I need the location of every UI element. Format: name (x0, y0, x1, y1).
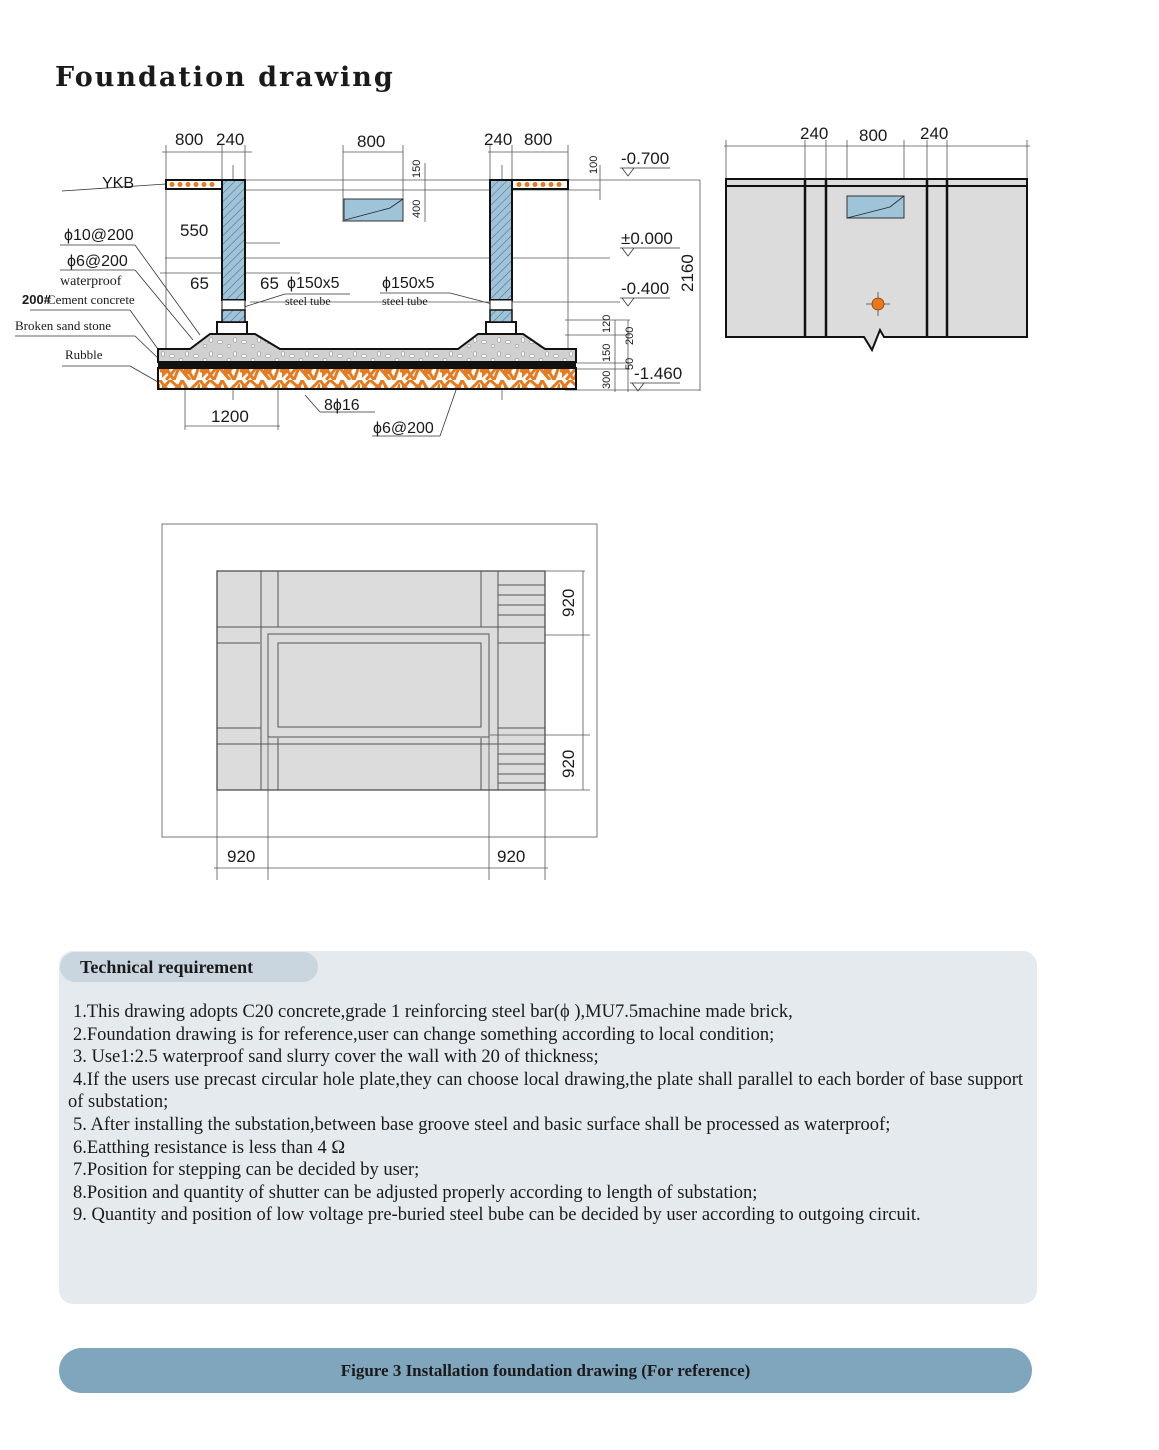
dim-2160: 2160 (678, 254, 697, 292)
label-broken-sand-stone: Broken sand stone (15, 318, 112, 333)
dim-150-top: 150 (411, 159, 423, 178)
label-rebar-6: ϕ6@200 (67, 253, 128, 270)
shutter-opening (344, 199, 403, 221)
rubble-layer (158, 368, 576, 389)
requirement-item: 2.Foundation drawing is for reference,user can change something according to local condition; (73, 1024, 775, 1045)
dim-800-left: 800 (175, 130, 204, 149)
leader-lines (15, 184, 496, 436)
brick-wall-left-lower (222, 310, 245, 322)
elevation-shutter (847, 196, 904, 218)
gravel-layer (158, 334, 576, 362)
technical-requirement-header (60, 952, 318, 982)
technical-requirement-heading: Technical requirement (80, 956, 254, 977)
elevation-minus-0400: -0.400 (621, 279, 670, 298)
dim-100: 100 (588, 155, 600, 174)
elevation-0000: ±0.000 (621, 229, 673, 248)
steel-tube-right (490, 300, 512, 310)
plan-dim-920-right: 920 (497, 847, 526, 866)
dim-400-top: 400 (411, 199, 423, 218)
dim-240-left: 240 (216, 130, 245, 149)
elev-dim-240-right: 240 (920, 124, 949, 143)
dim-50: 50 (624, 357, 636, 370)
label-rebar-10: ϕ10@200 (64, 227, 134, 244)
label-cement-concrete: Cement concrete (47, 292, 135, 307)
dim-300: 300 (601, 370, 613, 389)
dim-800-right: 800 (524, 130, 553, 149)
dim-200: 200 (624, 326, 636, 345)
figure-caption: Figure 3 Installation foundation drawing (For reference) (340, 1360, 751, 1380)
footing-cap-left (217, 322, 247, 334)
label-tube-left: ϕ150x5 (287, 275, 340, 292)
requirement-item: 8.Position and quantity of shutter can be adjusted properly according to length of substation; (73, 1182, 758, 1203)
brick-wall-right (490, 180, 512, 300)
dim-240-right: 240 (484, 130, 513, 149)
requirement-item: 9. Quantity and position of low voltage pre-buried steel bube can be decided by user according to outgoing circuit. (73, 1205, 921, 1226)
label-tube-left-sub: steel tube (285, 294, 331, 308)
brick-wall-right-lower (490, 310, 512, 322)
elevation-minus-1460: -1.460 (634, 364, 683, 383)
plan-base (217, 571, 545, 790)
label-tube-right-sub: steel tube (382, 294, 428, 308)
footing-cap-right (486, 322, 516, 334)
label-rebar-8-16: 8ϕ16 (324, 397, 360, 414)
foundation-plan-drawing (155, 515, 605, 880)
requirement-item: 7.Position for stepping can be decided by user; (73, 1160, 420, 1181)
requirement-item: 1.This drawing adopts C20 concrete,grade 1 reinforcing steel bar(ϕ ),MU7.5machine made brick, (73, 1002, 793, 1022)
plan-dim-920-top: 920 (559, 588, 578, 617)
dim-65-right: 65 (260, 274, 279, 293)
figure-caption-bar (59, 1348, 1032, 1393)
elev-dim-240-left: 240 (800, 124, 829, 143)
label-waterproof: waterproof (60, 274, 122, 289)
plan-dim-920-bottom: 920 (559, 749, 578, 778)
dim-550: 550 (180, 221, 209, 240)
ykb-slab-right (512, 180, 568, 189)
elevation-minus-0700: -0.700 (621, 149, 670, 168)
foundation-elevation-drawing (715, 115, 1045, 365)
label-ykb: YKB (102, 175, 135, 192)
dim-120: 120 (601, 314, 613, 333)
elev-dim-800: 800 (859, 126, 888, 145)
dim-1200: 1200 (211, 407, 249, 426)
brick-wall-left (222, 180, 245, 300)
ykb-slab-left (166, 180, 222, 189)
label-tube-right: ϕ150x5 (382, 275, 435, 292)
requirement-item: 6.Eatthing resistance is less than 4 Ω (73, 1137, 346, 1158)
page-title: Foundation drawing (55, 62, 395, 93)
plan-dim-920-left: 920 (227, 847, 256, 866)
dim-65-left: 65 (190, 274, 209, 293)
label-cement-grade: 200# (22, 292, 51, 307)
dim-150-bottom: 150 (601, 343, 613, 362)
dim-800-center: 800 (357, 132, 386, 151)
requirement-item: 3. Use1:2.5 waterproof sand slurry cover the wall with 20 of thickness; (73, 1047, 599, 1068)
label-rebar-6-bottom: ϕ6@200 (373, 420, 434, 437)
foundation-section-drawing (0, 120, 710, 450)
technical-requirement-list (68, 1001, 1023, 1227)
label-rubble: Rubble (65, 347, 103, 362)
requirement-item: 4.If the users use precast circular hole plate,they can choose local drawing,the plate shall parallel to each border of base support of substation; (68, 1069, 1023, 1113)
steel-tube-left (222, 300, 245, 310)
requirement-item: 5. After installing the substation,between base groove steel and basic surface shall be processed as waterproof; (73, 1114, 891, 1135)
